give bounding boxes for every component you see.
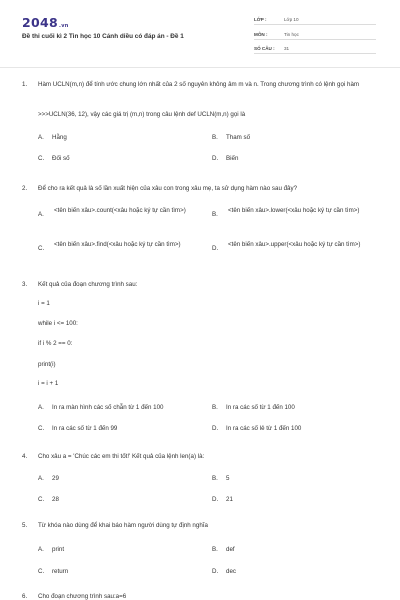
option-text: 29: [52, 475, 59, 482]
option-text: <tên biến xâu>.find(<xâu hoặc ký tự cần tìm>): [54, 241, 181, 248]
option-key: D.: [212, 245, 219, 252]
question-text: Cho đoạn chương trình sau:a=6: [38, 593, 127, 600]
option-key: A.: [38, 404, 44, 411]
site-logo[interactable]: [22, 15, 69, 30]
option-key: B.: [212, 546, 218, 553]
code-line: if i % 2 == 0:: [38, 340, 73, 347]
option-text: Tham số: [226, 134, 251, 141]
option-key: D.: [212, 425, 219, 432]
option-text: Đối số: [52, 155, 70, 162]
logo-text: 2048: [22, 15, 58, 30]
option-key: D.: [212, 568, 219, 575]
option-text: In ra màn hình các số chẵn từ 1 đến 100: [52, 404, 164, 411]
question-number: 5.: [22, 522, 28, 529]
option-key: C.: [38, 245, 45, 252]
option-key: A.: [38, 546, 44, 553]
option-key: B.: [212, 475, 218, 482]
option-text: 28: [52, 496, 59, 503]
option-key: C.: [38, 425, 45, 432]
header-divider: [0, 67, 400, 68]
option-text: <tên biến xâu>.upper(<xâu hoặc ký tự cần tìm>): [228, 241, 361, 248]
option-key: B.: [212, 134, 218, 141]
option-text: 5: [226, 475, 230, 482]
option-text: Biến: [226, 155, 239, 162]
question-1-extra: >>>UCLN(36, 12), vậy các giá trị (m,n) trong câu lệnh def UCLN(m,n) gọi là: [38, 111, 246, 118]
meta-value: Lớp 10: [284, 17, 299, 22]
question-text: Hàm UCLN(m,n) để tính ước chung lớn nhất của 2 số nguyên không âm m và n. Trong chương trình có lệnh gọi hàm: [38, 81, 360, 88]
meta-label: SỐ CÂU :: [254, 46, 275, 51]
option-text: In ra các số lẻ từ 1 đến 100: [226, 425, 302, 432]
question-number: 3.: [22, 281, 28, 288]
code-line: i = i + 1: [38, 380, 59, 387]
meta-class: [254, 14, 376, 25]
code-line: i = 1: [38, 300, 50, 307]
option-key: A.: [38, 475, 44, 482]
question-text: Để cho ra kết quả là số lần xuất hiện của xâu con trong xâu mẹ, ta sử dụng hàm nào sau đây?: [38, 185, 298, 192]
code-line: print(i): [38, 361, 56, 368]
option-text: 21: [226, 496, 233, 503]
option-key: C.: [38, 568, 45, 575]
question-number: 6.: [22, 593, 28, 600]
option-text: Hằng: [52, 134, 67, 141]
question-text: Cho xâu a = 'Chúc các em thi tốt!' Kết quả của lệnh len(a) là:: [38, 453, 205, 460]
option-text: dec: [226, 568, 236, 575]
page-title: Đề thi cuối kì 2 Tin học 10 Cánh diều có đáp án - Đề 1: [22, 33, 184, 40]
option-key: B.: [212, 211, 218, 218]
option-text: print: [52, 546, 65, 553]
question-number: 4.: [22, 453, 28, 460]
option-text: In ra các số từ 1 đến 100: [226, 404, 295, 411]
question-text: Kết quả của đoạn chương trình sau:: [38, 281, 138, 288]
meta-value: 31: [284, 46, 290, 51]
option-key: B.: [212, 404, 218, 411]
meta-value: Tin học: [284, 32, 299, 37]
option-text: <tên biến xâu>.lower(<xâu hoặc ký tự cần tìm>): [228, 207, 360, 214]
option-text: <tên biến xâu>.count(<xâu hoặc ký tự cần tìm>): [54, 207, 186, 214]
question-number: 2.: [22, 185, 28, 192]
meta-label: MÔN :: [254, 32, 268, 37]
question-text: Từ khóa nào dùng để khai báo hàm người dùng tự định nghĩa: [38, 522, 208, 529]
option-key: D.: [212, 496, 219, 503]
option-text: def: [226, 546, 235, 553]
meta-label: LỚP :: [254, 17, 267, 22]
option-text: In ra các số từ 1 đến 99: [52, 425, 118, 432]
logo-suffix: .vn: [59, 23, 69, 29]
option-text: return: [52, 568, 69, 575]
code-line: while i <= 100:: [38, 320, 78, 327]
option-key: D.: [212, 155, 219, 162]
meta-subject: [254, 29, 376, 40]
question-number: 1.: [22, 81, 28, 88]
option-key: C.: [38, 155, 45, 162]
meta-question-count: [254, 43, 376, 54]
page-header: [0, 0, 400, 62]
option-key: A.: [38, 211, 44, 218]
option-key: C.: [38, 496, 45, 503]
option-key: A.: [38, 134, 44, 141]
